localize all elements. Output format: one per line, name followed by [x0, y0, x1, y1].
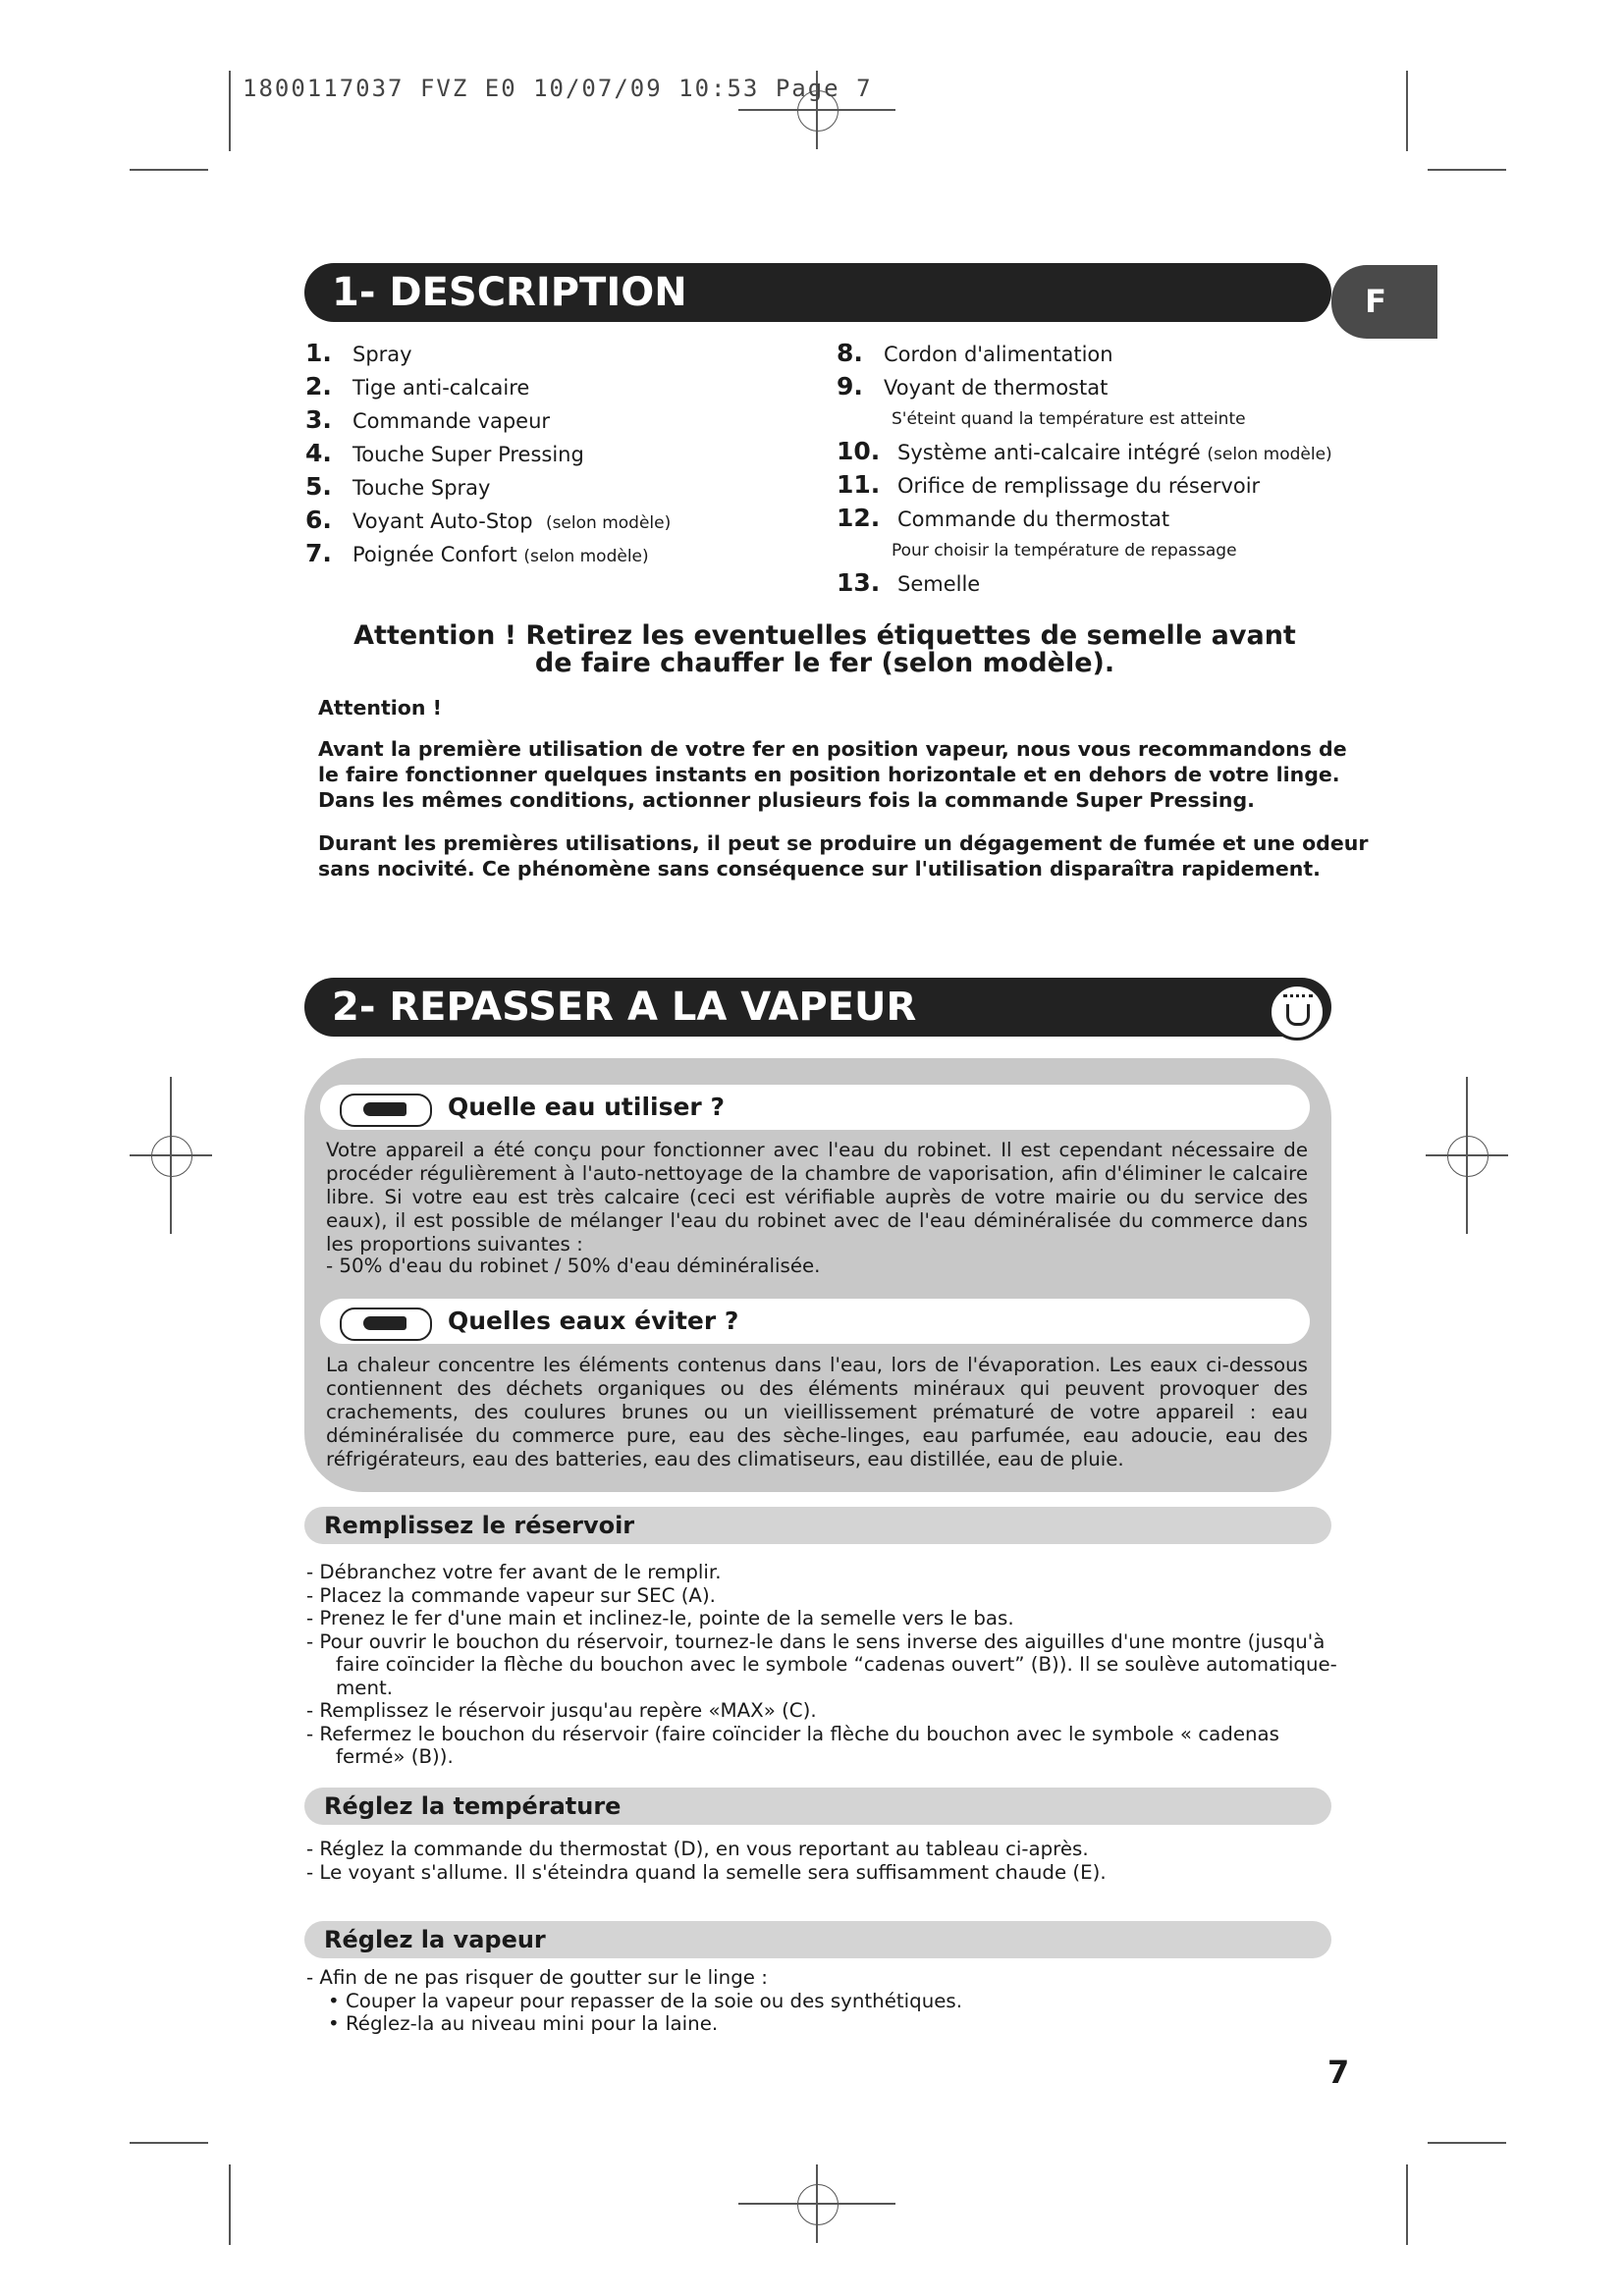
registration-mark-icon	[797, 2184, 839, 2225]
list-item: 3. Commande vapeur	[305, 405, 551, 434]
crop-mark	[1406, 2164, 1408, 2245]
list-item: • Réglez-la au niveau mini pour la laine.	[328, 2012, 719, 2035]
which-water-text: Votre appareil a été conçu pour fonctionner avec l'eau du robinet. Il est cependant nécessaire de procéder régulièrement à l'auto-nettoyage de la chambre de vaporisation, afin d'éliminer le calcaire libre. Si votre eau est très calcaire (ceci est vérifiable auprès de votre mairie ou du service des eaux), il est possible de mélanger l'eau du robinet avec de l'eau déminéralisée du commerce dans les proportions suivantes :	[326, 1139, 1308, 1255]
steam-heading: Réglez la vapeur	[304, 1921, 1331, 1958]
list-item: 9. Voyant de thermostat	[837, 372, 1109, 400]
pointing-hand-icon	[340, 1094, 432, 1127]
fill-tank-heading: Remplissez le réservoir	[304, 1507, 1331, 1544]
avoid-water-title: Quelles eaux éviter ?	[448, 1307, 739, 1335]
smoke-paragraph: Durant les premières utilisations, il peut se produire un dégagement de fumée et une odeur sans nocivité. Ce phénomène sans conséquence sur l'utilisation disparaîtra rapidement.	[318, 831, 1369, 881]
list-item: - Débranchez votre fer avant de le remplir.	[306, 1561, 722, 1583]
list-item: 7. Poignée Confort (selon modèle)	[305, 539, 649, 567]
steam-steps	[306, 1966, 1337, 2036]
list-item: fermé» (B)).	[336, 1745, 454, 1768]
crop-mark	[1406, 71, 1408, 151]
pointing-hand-icon	[340, 1308, 432, 1341]
list-item: 5. Touche Spray	[305, 472, 491, 501]
list-note: Pour choisir la température de repassage	[892, 541, 1237, 561]
list-item: 13. Semelle	[837, 568, 981, 597]
list-item: 4. Touche Super Pressing	[305, 439, 584, 467]
list-item: 10. Système anti-calcaire intégré (selon modèle)	[837, 437, 1332, 465]
temperature-steps	[306, 1838, 1337, 1884]
list-item: • Couper la vapeur pour repasser de la soie ou des synthétiques.	[328, 1989, 962, 2012]
list-item: - Le voyant s'allume. Il s'éteindra quand la semelle sera suffisamment chaude (E).	[306, 1860, 1107, 1884]
crop-mark	[229, 2164, 231, 2245]
crop-mark	[170, 1077, 172, 1234]
which-water-title: Quelle eau utiliser ?	[448, 1093, 725, 1121]
first-use-paragraph: Avant la première utilisation de votre fer en position vapeur, nous vous recommandons de le faire fonctionner quelques instants en position horizontale et en dehors de votre linge. Dans les mêmes conditions, actionner plusieurs fois la commande Super Pressing.	[318, 737, 1347, 812]
fill-tank-steps	[306, 1561, 1337, 1769]
list-item: - Pour ouvrir le bouchon du réservoir, tournez-le dans le sens inverse des aiguilles d'une montre (jusqu'à	[306, 1629, 1326, 1653]
list-item: - Placez la commande vapeur sur SEC (A).	[306, 1583, 716, 1607]
list-item: 11. Orifice de remplissage du réservoir	[837, 470, 1261, 499]
list-note: S'éteint quand la température est atteinte	[892, 409, 1246, 429]
list-item: 2. Tige anti-calcaire	[305, 372, 530, 400]
crop-mark	[130, 169, 208, 171]
crop-mark	[816, 2164, 818, 2243]
parts-list-left	[305, 337, 796, 570]
list-item: 8. Cordon d'alimentation	[837, 339, 1113, 367]
page-number: 7	[1327, 2054, 1350, 2091]
registration-mark-icon	[1447, 1136, 1489, 1177]
attention-heading: Attention ! Retirez les eventuelles étiquettes de semelle avant de faire chauffer le fer (selon modèle).	[353, 620, 1296, 678]
section-title-description: 1- DESCRIPTION	[304, 263, 1331, 322]
crop-mark	[1428, 2142, 1506, 2144]
list-item: - Prenez le fer d'une main et inclinez-le, pointe de la semelle vers le bas.	[306, 1607, 1014, 1629]
list-item: ment.	[336, 1676, 394, 1699]
registration-mark-icon	[151, 1136, 192, 1177]
list-item: - Remplissez le réservoir jusqu'au repère «MAX» (C).	[306, 1699, 817, 1722]
list-item: 6. Voyant Auto-Stop (selon modèle)	[305, 506, 672, 534]
attention-label: Attention !	[318, 696, 442, 720]
list-item: 1. Spray	[305, 339, 412, 367]
water-ratio: - 50% d'eau du robinet / 50% d'eau déminéralisée.	[326, 1255, 821, 1277]
crop-mark	[130, 2142, 208, 2144]
crop-mark	[1428, 169, 1506, 171]
avoid-water-text: La chaleur concentre les éléments contenus dans l'eau, lors de l'évaporation. Les eaux ci-dessous contiennent des déchets organiques ou des éléments minéraux qui peuvent provoquer des crachements, des coulures brunes ou un vieillissement prématuré de votre appareil : eau déminéralisée du commerce pure, eau des sèche-linges, eau parfumée, eau adoucie, eau des réfrigérateurs, eau des batteries, eau des climatiseurs, eau distillée, eau de pluie.	[326, 1354, 1308, 1470]
temperature-heading: Réglez la température	[304, 1788, 1331, 1825]
list-item: - Refermez le bouchon du réservoir (faire coïncider la flèche du bouchon avec le symbole « cadenas	[306, 1722, 1279, 1745]
steam-icon	[1269, 984, 1326, 1041]
list-item: 12. Commande du thermostat	[837, 504, 1170, 532]
section-title-steam-ironing: 2- REPASSER A LA VAPEUR	[304, 978, 1331, 1037]
print-header: 1800117037 FVZ E0 10/07/09 10:53 Page 7	[243, 75, 873, 102]
crop-mark	[229, 71, 231, 151]
list-item: - Réglez la commande du thermostat (D), en vous reportant au tableau ci-après.	[306, 1838, 1089, 1860]
list-item: - Afin de ne pas risquer de goutter sur le linge :	[306, 1966, 768, 1989]
language-tab: F	[1331, 265, 1437, 339]
crop-mark	[1466, 1077, 1468, 1234]
list-item: faire coïncider la flèche du bouchon avec le symbole “cadenas ouvert” (B)). Il se soulève automatique-	[336, 1653, 1337, 1676]
parts-list-right	[837, 337, 1347, 600]
